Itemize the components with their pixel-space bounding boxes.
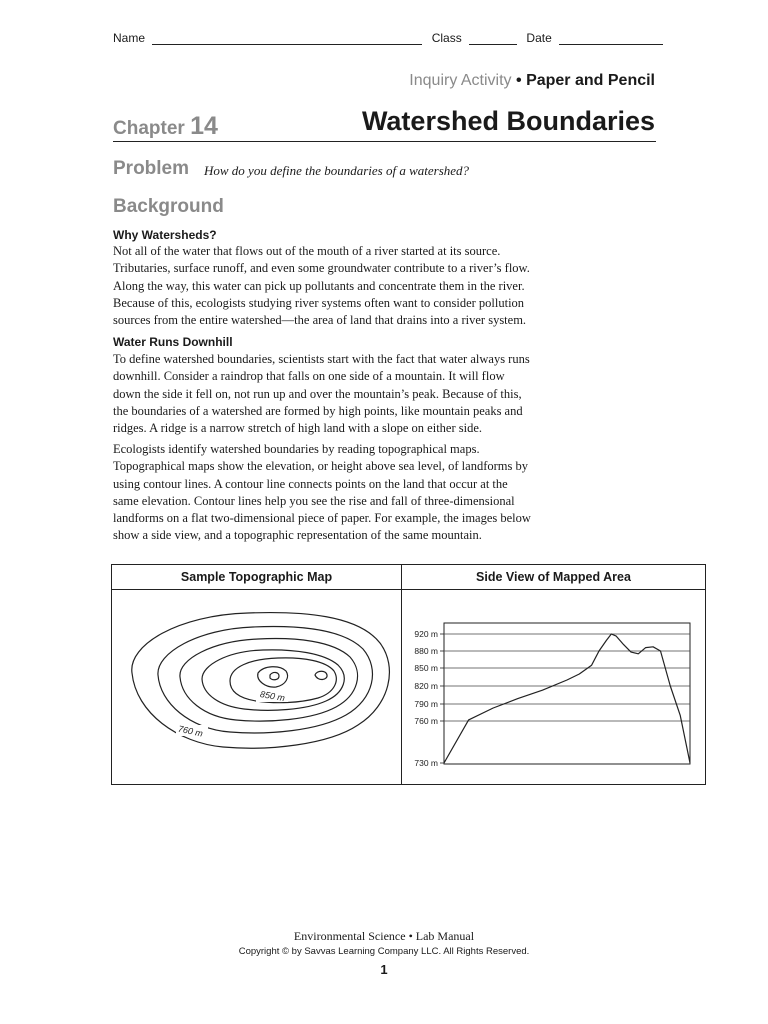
section-heading-why-watersheds: Why Watersheds? <box>113 228 217 242</box>
text-line: Because of this, ecologists studying river systems often want to consider pollution <box>113 295 525 310</box>
student-info-line <box>113 31 663 45</box>
paragraph-topographic-maps <box>113 441 583 545</box>
chapter-number: 14 <box>190 112 218 140</box>
text-line: Topographical maps show the elevation, or height above sea level, of landforms by <box>113 459 528 474</box>
contour-line-secondary-peak <box>315 671 327 679</box>
y-tick-label: 920 m <box>414 629 438 639</box>
text-line: landforms on a flat two-dimensional piece of paper. For example, the images below <box>113 511 531 526</box>
name-label: Name <box>113 31 146 45</box>
text-line: show a side view, and a topographic representation of the same mountain. <box>113 528 482 543</box>
contour-line <box>158 627 373 733</box>
y-tick-label: 730 m <box>414 758 438 768</box>
contour-line <box>180 639 358 722</box>
text-line: ridges. A ridge is a narrow stretch of high land with a slope on either side. <box>113 421 483 436</box>
text-line: sources from the entire watershed—the area of land that drains into a river system. <box>113 313 527 328</box>
contour-label-850: 850 m <box>259 688 286 704</box>
paragraph-water-runs-downhill <box>113 351 583 437</box>
class-blank[interactable] <box>469 32 517 45</box>
text-line: Ecologists identify watershed boundaries by reading topographical maps. <box>113 442 480 456</box>
topo-map-header: Sample Topographic Map <box>180 570 333 584</box>
y-tick-label: 850 m <box>414 663 438 673</box>
footer-manual: Lab Manual <box>415 929 475 943</box>
class-label: Class <box>431 31 462 45</box>
contour-line-760 <box>132 613 390 749</box>
date-label: Date <box>526 31 552 45</box>
chapter-label <box>113 112 218 141</box>
text-line: using contour lines. A contour line connects points on the land that occur at the <box>113 476 508 491</box>
side-view-header: Side View of Mapped Area <box>476 570 631 584</box>
activity-mode: Paper and Pencil <box>526 72 655 89</box>
text-line: To define watershed boundaries, scientists start with the fact that water always runs <box>113 352 530 366</box>
footer-book-title: Environmental Science <box>293 929 406 943</box>
figure-table <box>111 564 706 785</box>
y-tick-label: 760 m <box>414 716 438 726</box>
footer-separator: • <box>405 929 416 943</box>
page-title: Watershed Boundaries <box>361 106 655 136</box>
table-column-divider <box>401 565 402 784</box>
chapter-word: Chapter <box>113 118 185 139</box>
topographic-map <box>118 595 398 781</box>
paragraph-why-watersheds <box>113 243 583 329</box>
problem-label: Problem <box>113 158 190 179</box>
table-header-divider <box>112 589 705 590</box>
footer-copyright: Copyright © by Savvas Learning Company LLC. All Rights Reserved. <box>238 946 530 957</box>
text-line: Tributaries, surface runoff, and even some groundwater contribute to a river’s flow. <box>113 261 530 276</box>
contour-label-760: 760 m <box>177 723 204 739</box>
activity-type <box>409 72 655 90</box>
section-heading-water-runs-downhill: Water Runs Downhill <box>113 335 233 349</box>
background-label: Background <box>113 196 224 217</box>
footer-book <box>0 929 768 944</box>
name-blank[interactable] <box>152 32 422 45</box>
text-line: Not all of the water that flows out of the mouth of a river started at its source. <box>113 244 501 258</box>
title-rule <box>113 141 656 142</box>
chart-frame <box>444 623 690 764</box>
activity-type-label: Inquiry Activity <box>409 72 512 89</box>
problem-text: How do you define the boundaries of a watershed? <box>204 163 470 178</box>
contour-line-peak <box>258 667 288 687</box>
date-blank[interactable] <box>559 32 663 45</box>
text-line: Along the way, this water can pick up pollutants and concentrate them in the river. <box>113 278 525 293</box>
activity-separator: • <box>511 72 527 89</box>
page-number: 1 <box>380 962 388 977</box>
text-line: down the side it fell on, not run up and over the mountain’s peak. Because of this, <box>113 386 522 401</box>
contour-line-peak-inner <box>270 672 279 679</box>
y-tick-label: 790 m <box>414 699 438 709</box>
elevation-profile-line <box>444 634 690 763</box>
y-tick-label: 820 m <box>414 681 438 691</box>
text-line: downhill. Consider a raindrop that falls on one side of a mountain. It will flow <box>113 369 505 384</box>
text-line: the boundaries of a watershed are formed by high points, like mountain peaks and <box>113 403 523 418</box>
text-line: same elevation. Contour lines help you see the rise and fall of three-dimensional <box>113 493 515 508</box>
side-view-chart <box>404 595 704 781</box>
y-tick-label: 880 m <box>414 646 438 656</box>
